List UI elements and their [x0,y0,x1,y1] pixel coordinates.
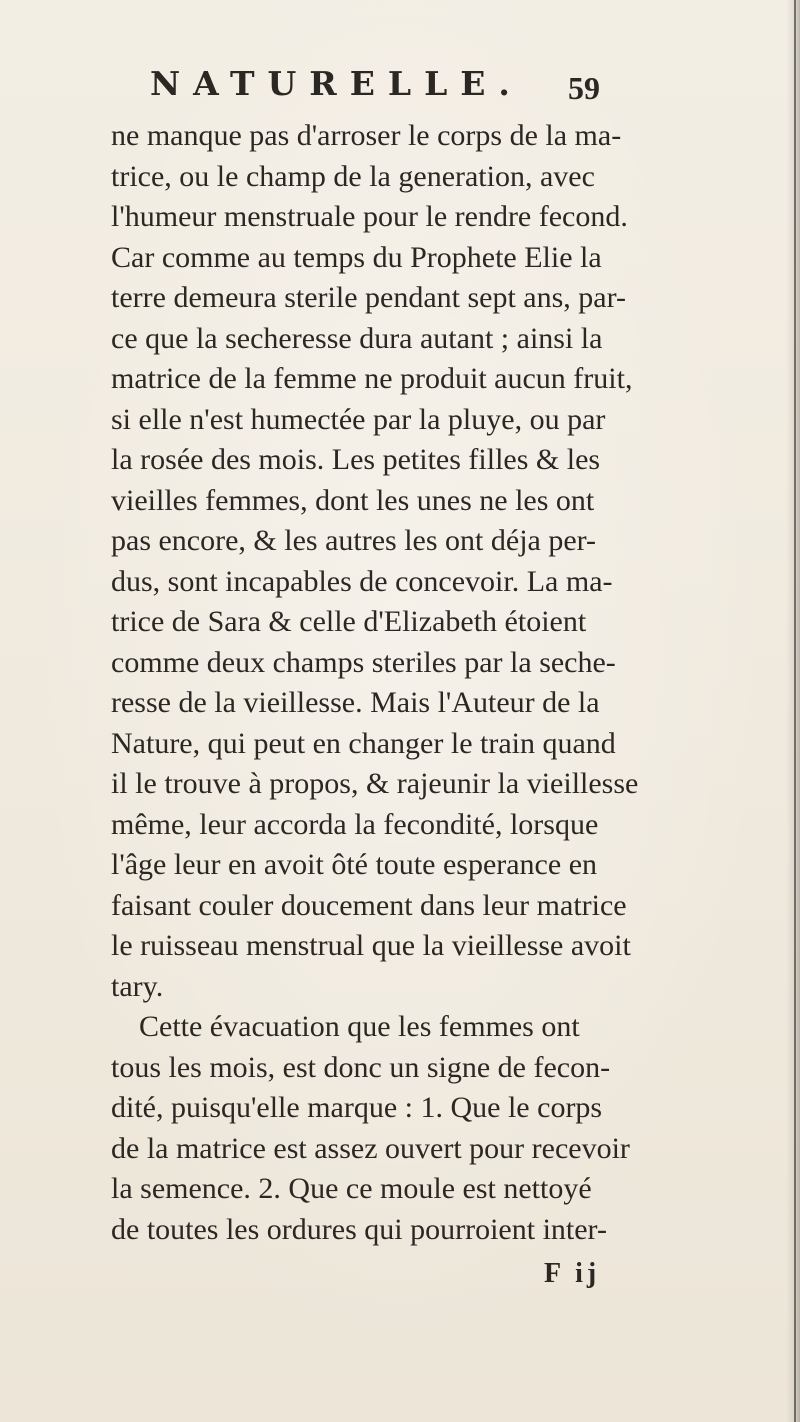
text-line: dus, sont incapables de concevoir. La ma- [111,564,613,598]
text-line: la semence. 2. Que ce moule est nettoyé [111,1172,592,1205]
text-line: terre demeura sterile pendant sept ans, par- [111,281,626,314]
text-line: trice, ou le champ de la generation, avec [111,159,595,193]
paragraph-start-line: Cette évacuation que les femmes ont [139,1010,580,1043]
text-line: comme deux champs steriles par la seche- [111,645,616,679]
text-line: la rosée des mois. Les petites filles & les [111,443,601,476]
text-line: resse de la vieillesse. Mais l'Auteur de la [111,686,600,719]
text-line: pas encore, & les autres les ont déja per- [111,524,597,557]
text-line: faisant couler doucement dans leur matrice [111,888,627,922]
text-line: il le trouve à propos, & rajeunir la vieillesse [111,767,639,800]
text-line: de toutes les ordures qui pourroient inter- [111,1212,607,1246]
text-line: tary. [111,969,164,1003]
text-line: l'humeur menstruale pour le rendre fecond. [111,200,628,233]
text-line: l'âge leur en avoit ôté toute esperance en [111,848,598,881]
text-line: vieilles femmes, dont les unes ne les ont [111,483,595,517]
text-line: ne manque pas d'arroser le corps de la ma- [111,119,622,152]
text-line: tous les mois, est donc un signe de fecon- [111,1050,611,1084]
text-line: de la matrice est assez ouvert pour recevoir [111,1131,630,1165]
page-edge-line [794,0,796,1422]
text-line: Nature, qui peut en changer le train quand [111,726,616,760]
signature-mark: F ij [544,1258,601,1289]
text-line: dité, puisqu'elle marque : 1. Que le corps [111,1091,603,1124]
body-text [111,116,721,1250]
text-line: ce que la secheresse dura autant ; ainsi la [111,321,603,355]
text-line: si elle n'est humectée par la pluye, ou par [111,402,606,436]
page-edge-shadow [786,0,800,1422]
text-line: le ruisseau menstrual que la vieillesse avoit [111,929,631,962]
text-line: même, leur accorda la fecondité, lorsque [111,807,599,841]
running-title: NATURELLE. [150,64,523,103]
text-line: Car comme au temps du Prophete Elie la [111,240,602,274]
text-line: trice de Sara & celle d'Elizabeth étoient [111,605,587,638]
text-line: matrice de la femme ne produit aucun fruit, [111,362,633,395]
page-number: 59 [568,70,600,106]
